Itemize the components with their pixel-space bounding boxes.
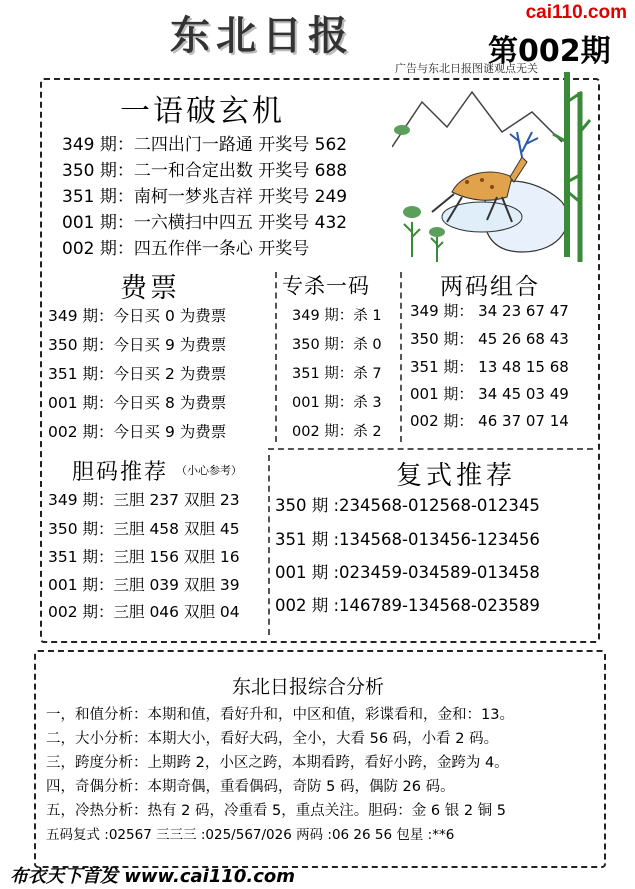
divider — [268, 455, 270, 635]
liangma-row: 349 期： 34 23 67 47 — [410, 302, 569, 320]
yiyu-row: 350 期：二一和合定出数 开奖号 688 — [62, 161, 348, 181]
fushi-row: 351 期 :134568-013456-123456 — [275, 530, 540, 549]
fushi-row: 001 期 :023459-034589-013458 — [275, 563, 540, 582]
zhuansha-row: 001 期：杀 3 — [292, 395, 382, 411]
analysis-row: 五，冷热分析：热有 2 码，冷重看 5，重点关注。胆码：金 6 银 2 铜 5 — [46, 803, 506, 819]
analysis-title: 东北日报综合分析 — [232, 676, 385, 698]
masthead-title: 东北日报 — [170, 12, 354, 59]
deer-illustration — [392, 72, 592, 267]
analysis-row: 二，大小分析：本期大小，看好大码，全小，大看 56 码，小看 2 码。 — [46, 731, 499, 747]
analysis-row: 一，和值分析：本期和值，看好升和，中区和值，彩谍看和，金和：13。 — [46, 707, 514, 723]
yiyu-row: 001 期：一六横扫中四五 开奖号 432 — [62, 213, 348, 233]
footer-banner: 布衣天下首发 www.cai110.com — [10, 866, 296, 887]
danma-row: 351 期：三胆 156 双胆 16 — [48, 548, 240, 566]
yiyu-row: 351 期：南柯一梦兆吉祥 开奖号 249 — [62, 187, 348, 207]
danma-title: 胆码推荐 — [72, 460, 169, 485]
zhuansha-row: 351 期：杀 7 — [292, 366, 382, 382]
divider — [400, 272, 402, 442]
yiyu-row: 349 期：二四出门一路通 开奖号 562 — [62, 135, 348, 155]
fushi-row: 002 期 :146789-134568-023589 — [275, 596, 540, 615]
liangma-row: 002 期： 46 37 07 14 — [410, 412, 569, 430]
feipiao-row: 001 期：今日买 8 为费票 — [48, 394, 227, 412]
liangma-title: 两码组合 — [440, 274, 540, 300]
fushi-row: 350 期 :234568-012568-012345 — [275, 496, 540, 515]
zhuansha-row: 002 期：杀 2 — [292, 424, 382, 440]
danma-row: 001 期：三胆 039 双胆 39 — [48, 576, 240, 594]
divider — [268, 448, 593, 450]
feipiao-row: 351 期：今日买 2 为费票 — [48, 365, 227, 383]
divider — [275, 272, 277, 442]
feipiao-row: 350 期：今日买 9 为费票 — [48, 336, 227, 354]
issue-number: 第002期 — [488, 34, 611, 69]
zhuansha-row: 349 期：杀 1 — [292, 308, 382, 324]
liangma-row: 001 期： 34 45 03 49 — [410, 385, 569, 403]
yiyu-row: 002 期：四五作伴一条心 开奖号 — [62, 239, 310, 259]
danma-note: （小心参考） — [176, 464, 242, 477]
yiyu-title: 一语破玄机 — [120, 94, 285, 129]
analysis-row: 三，跨度分析：上期跨 2，小区之跨，本期看跨，看好小跨，金跨为 4。 — [46, 755, 509, 771]
danma-row: 002 期：三胆 046 双胆 04 — [48, 603, 240, 621]
feipiao-row: 349 期：今日买 0 为费票 — [48, 307, 227, 325]
disclaimer: 广告与东北日报图谜观点无关 — [395, 62, 538, 75]
liangma-row: 351 期： 13 48 15 68 — [410, 358, 569, 376]
fushi-title: 复式推荐 — [396, 461, 517, 491]
analysis-row: 四，奇偶分析：本期奇偶，重看偶码，奇防 5 码，偶防 26 码。 — [46, 779, 455, 795]
zhuansha-title: 专杀一码 — [282, 274, 370, 298]
zhuansha-row: 350 期：杀 0 — [292, 337, 382, 353]
liangma-row: 350 期： 45 26 68 43 — [410, 330, 569, 348]
danma-row: 350 期：三胆 458 双胆 45 — [48, 520, 240, 538]
danma-row: 349 期：三胆 237 双胆 23 — [48, 491, 240, 509]
analysis-row: 五码复式 :02567 三三三 :025/567/026 两码 :06 26 56 包星 :**6 — [46, 827, 455, 843]
site-link[interactable]: cai110.com — [525, 2, 627, 23]
feipiao-row: 002 期：今日买 9 为费票 — [48, 423, 227, 441]
feipiao-title: 费票 — [120, 273, 180, 304]
